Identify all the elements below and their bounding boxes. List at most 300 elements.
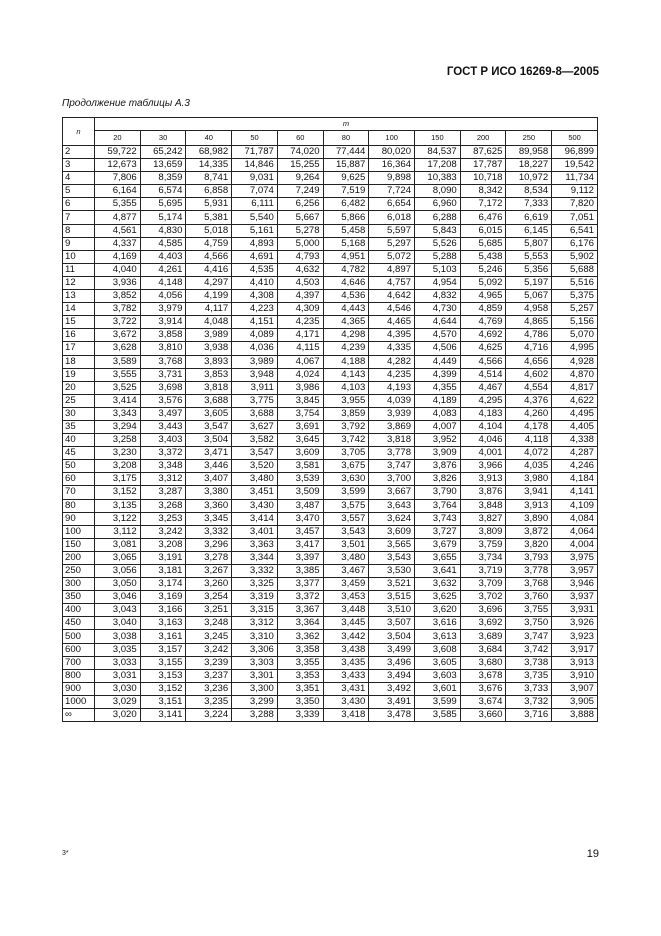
value-cell: 3,608 <box>415 643 461 656</box>
value-cell: 10,383 <box>415 172 461 185</box>
value-cell: 3,979 <box>140 303 186 316</box>
value-cell: 7,724 <box>369 185 415 198</box>
value-cell: 3,296 <box>186 538 232 551</box>
value-cell: 65,242 <box>140 146 186 159</box>
value-cell: 3,355 <box>277 656 323 669</box>
value-cell: 3,501 <box>323 538 369 551</box>
value-cell: 3,909 <box>415 447 461 460</box>
value-cell: 3,926 <box>552 617 598 630</box>
column-group-header: m <box>95 118 598 131</box>
row-label-cell: 14 <box>63 303 95 316</box>
value-cell: 3,303 <box>232 656 278 669</box>
value-cell: 3,157 <box>140 643 186 656</box>
value-cell: 3,986 <box>277 381 323 394</box>
table-row <box>63 669 598 682</box>
table-row <box>63 420 598 433</box>
value-cell: 3,430 <box>323 695 369 708</box>
value-cell: 9,112 <box>552 185 598 198</box>
row-header: n <box>63 118 95 146</box>
value-cell: 3,698 <box>140 381 186 394</box>
value-cell: 4,893 <box>232 237 278 250</box>
value-cell: 4,246 <box>552 460 598 473</box>
value-cell: 3,350 <box>277 695 323 708</box>
value-cell: 3,955 <box>323 394 369 407</box>
value-cell: 5,381 <box>186 211 232 224</box>
value-cell: 3,301 <box>232 669 278 682</box>
value-cell: 3,360 <box>186 499 232 512</box>
value-cell: 3,260 <box>186 578 232 591</box>
value-cell: 6,015 <box>460 224 506 237</box>
value-cell: 4,951 <box>323 250 369 263</box>
value-cell: 3,688 <box>232 407 278 420</box>
value-cell: 3,166 <box>140 604 186 617</box>
value-cell: 3,029 <box>95 695 141 708</box>
value-cell: 7,249 <box>277 185 323 198</box>
value-cell: 3,362 <box>277 630 323 643</box>
table-row <box>63 486 598 499</box>
value-cell: 6,256 <box>277 198 323 211</box>
value-cell: 4,443 <box>323 303 369 316</box>
value-cell: 3,407 <box>186 473 232 486</box>
value-cell: 4,261 <box>140 263 186 276</box>
value-cell: 4,109 <box>552 499 598 512</box>
value-cell: 13,659 <box>140 159 186 172</box>
value-cell: 3,372 <box>277 591 323 604</box>
value-cell: 4,692 <box>460 329 506 342</box>
row-label-cell: 8 <box>63 224 95 237</box>
value-cell: 4,566 <box>186 250 232 263</box>
value-cell: 3,300 <box>232 682 278 695</box>
data-table <box>62 117 598 722</box>
column-header: 50 <box>232 131 278 146</box>
value-cell: 4,103 <box>323 381 369 394</box>
value-cell: 4,040 <box>95 263 141 276</box>
value-cell: 3,818 <box>186 381 232 394</box>
value-cell: 5,458 <box>323 224 369 237</box>
value-cell: 4,535 <box>232 263 278 276</box>
value-cell: 4,046 <box>460 434 506 447</box>
value-cell: 6,164 <box>95 185 141 198</box>
value-cell: 3,339 <box>277 709 323 722</box>
value-cell: 3,414 <box>232 512 278 525</box>
value-cell: 3,445 <box>323 617 369 630</box>
table-row <box>63 263 598 276</box>
value-cell: 3,754 <box>277 407 323 420</box>
value-cell: 3,923 <box>552 630 598 643</box>
value-cell: 3,438 <box>323 643 369 656</box>
value-cell: 3,931 <box>552 604 598 617</box>
value-cell: 4,585 <box>140 237 186 250</box>
value-cell: 4,171 <box>277 329 323 342</box>
value-cell: 3,581 <box>277 460 323 473</box>
value-cell: 3,809 <box>460 525 506 538</box>
value-cell: 4,410 <box>232 276 278 289</box>
row-label-cell: 100 <box>63 525 95 538</box>
row-label-cell: 500 <box>63 630 95 643</box>
value-cell: 4,338 <box>552 434 598 447</box>
value-cell: 4,001 <box>460 447 506 460</box>
value-cell: 3,679 <box>415 538 461 551</box>
value-cell: 5,174 <box>140 211 186 224</box>
value-cell: 3,056 <box>95 565 141 578</box>
table-row <box>63 276 598 289</box>
value-cell: 4,554 <box>506 381 552 394</box>
value-cell: 3,230 <box>95 447 141 460</box>
value-cell: 3,169 <box>140 591 186 604</box>
value-cell: 4,309 <box>277 303 323 316</box>
value-cell: 3,952 <box>415 434 461 447</box>
value-cell: 3,660 <box>460 709 506 722</box>
value-cell: 4,039 <box>369 394 415 407</box>
value-cell: 3,655 <box>415 551 461 564</box>
value-cell: 5,866 <box>323 211 369 224</box>
value-cell: 3,161 <box>140 630 186 643</box>
value-cell: 3,782 <box>95 303 141 316</box>
value-cell: 3,859 <box>323 407 369 420</box>
row-label-cell: 35 <box>63 420 95 433</box>
table-row <box>63 394 598 407</box>
value-cell: 3,625 <box>415 591 461 604</box>
value-cell: 4,007 <box>415 420 461 433</box>
value-cell: 4,691 <box>232 250 278 263</box>
value-cell: 3,917 <box>552 643 598 656</box>
value-cell: 3,810 <box>140 342 186 355</box>
value-cell: 5,288 <box>415 250 461 263</box>
page-number: 19 <box>586 848 599 860</box>
row-label-cell: 15 <box>63 316 95 329</box>
row-label-cell: 250 <box>63 565 95 578</box>
value-cell: 10,718 <box>460 172 506 185</box>
row-label-cell: 300 <box>63 578 95 591</box>
table-body <box>63 146 598 722</box>
value-cell: 3,315 <box>232 604 278 617</box>
value-cell: 3,632 <box>415 578 461 591</box>
value-cell: 3,237 <box>186 669 232 682</box>
value-cell: 3,609 <box>277 447 323 460</box>
value-cell: 4,178 <box>506 420 552 433</box>
value-cell: 3,494 <box>369 669 415 682</box>
value-cell: 3,747 <box>506 630 552 643</box>
value-cell: 4,104 <box>460 420 506 433</box>
table-row <box>63 342 598 355</box>
value-cell: 4,632 <box>277 263 323 276</box>
value-cell: 4,193 <box>369 381 415 394</box>
value-cell: 3,504 <box>186 434 232 447</box>
value-cell: 6,654 <box>369 198 415 211</box>
table-row <box>63 512 598 525</box>
table-row <box>63 316 598 329</box>
table-row <box>63 250 598 263</box>
value-cell: 3,938 <box>186 342 232 355</box>
table-row <box>63 591 598 604</box>
table-row <box>63 185 598 198</box>
value-cell: 3,442 <box>323 630 369 643</box>
row-label-cell: 2 <box>63 146 95 159</box>
value-cell: 5,103 <box>415 263 461 276</box>
value-cell: 4,830 <box>140 224 186 237</box>
row-label-cell: 450 <box>63 617 95 630</box>
value-cell: 3,910 <box>552 669 598 682</box>
value-cell: 3,543 <box>369 551 415 564</box>
value-cell: 7,074 <box>232 185 278 198</box>
value-cell: 3,628 <box>95 342 141 355</box>
value-cell: 3,565 <box>369 538 415 551</box>
value-cell: 3,267 <box>186 565 232 578</box>
value-cell: 5,843 <box>415 224 461 237</box>
value-cell: 3,543 <box>323 525 369 538</box>
value-cell: 3,467 <box>323 565 369 578</box>
value-cell: 3,040 <box>95 617 141 630</box>
value-cell: 8,359 <box>140 172 186 185</box>
value-cell: 4,642 <box>369 290 415 303</box>
table-row <box>63 290 598 303</box>
value-cell: 4,859 <box>460 303 506 316</box>
value-cell: 5,161 <box>232 224 278 237</box>
value-cell: 3,957 <box>552 565 598 578</box>
value-cell: 3,911 <box>232 381 278 394</box>
value-cell: 4,365 <box>323 316 369 329</box>
value-cell: 3,793 <box>506 551 552 564</box>
value-cell: 4,877 <box>95 211 141 224</box>
value-cell: 15,887 <box>323 159 369 172</box>
value-cell: 5,018 <box>186 224 232 237</box>
value-cell: 4,965 <box>460 290 506 303</box>
value-cell: 3,676 <box>460 682 506 695</box>
value-cell: 8,534 <box>506 185 552 198</box>
table-row <box>63 499 598 512</box>
value-cell: 3,734 <box>460 551 506 564</box>
value-cell: 3,332 <box>232 565 278 578</box>
column-header: 150 <box>415 131 461 146</box>
value-cell: 3,674 <box>460 695 506 708</box>
column-header: 60 <box>277 131 323 146</box>
value-cell: 3,547 <box>186 420 232 433</box>
value-cell: 3,853 <box>186 368 232 381</box>
value-cell: 7,172 <box>460 198 506 211</box>
table-row <box>63 368 598 381</box>
value-cell: 4,546 <box>369 303 415 316</box>
value-cell: 5,156 <box>552 316 598 329</box>
value-cell: 3,603 <box>415 669 461 682</box>
value-cell: 3,319 <box>232 591 278 604</box>
value-cell: 3,430 <box>232 499 278 512</box>
value-cell: 3,248 <box>186 617 232 630</box>
value-cell: 3,480 <box>232 473 278 486</box>
row-label-cell: 700 <box>63 656 95 669</box>
value-cell: 8,090 <box>415 185 461 198</box>
value-cell: 3,630 <box>323 473 369 486</box>
value-cell: 4,757 <box>369 276 415 289</box>
value-cell: 10,972 <box>506 172 552 185</box>
value-cell: 3,163 <box>140 617 186 630</box>
value-cell: 3,152 <box>140 682 186 695</box>
value-cell: 3,520 <box>232 460 278 473</box>
value-cell: 3,492 <box>369 682 415 695</box>
value-cell: 5,597 <box>369 224 415 237</box>
table-row <box>63 198 598 211</box>
value-cell: 3,530 <box>369 565 415 578</box>
value-cell: 5,438 <box>460 250 506 263</box>
value-cell: 3,487 <box>277 499 323 512</box>
value-cell: 3,363 <box>232 538 278 551</box>
row-label-cell: 11 <box>63 263 95 276</box>
value-cell: 18,227 <box>506 159 552 172</box>
column-header: 100 <box>369 131 415 146</box>
value-cell: 80,020 <box>369 146 415 159</box>
value-cell: 3,242 <box>140 525 186 538</box>
value-cell: 4,782 <box>323 263 369 276</box>
value-cell: 7,806 <box>95 172 141 185</box>
value-cell: 5,667 <box>277 211 323 224</box>
table-caption: Продолжение таблицы А.3 <box>62 98 190 109</box>
value-cell: 3,700 <box>369 473 415 486</box>
value-cell: 4,405 <box>552 420 598 433</box>
value-cell: 3,913 <box>552 656 598 669</box>
value-cell: 3,599 <box>415 695 461 708</box>
value-cell: 5,067 <box>506 290 552 303</box>
value-cell: 4,115 <box>277 342 323 355</box>
value-cell: 3,876 <box>460 486 506 499</box>
value-cell: 4,067 <box>277 355 323 368</box>
value-cell: 3,478 <box>369 709 415 722</box>
value-cell: 3,605 <box>415 656 461 669</box>
value-cell: 4,169 <box>95 250 141 263</box>
value-cell: 3,152 <box>95 486 141 499</box>
value-cell: 4,260 <box>506 407 552 420</box>
value-cell: 3,989 <box>232 355 278 368</box>
value-cell: 3,459 <box>323 578 369 591</box>
value-cell: 4,870 <box>552 368 598 381</box>
value-cell: 3,747 <box>369 460 415 473</box>
value-cell: 3,443 <box>140 420 186 433</box>
value-cell: 3,135 <box>95 499 141 512</box>
row-label-cell: 18 <box>63 355 95 368</box>
value-cell: 4,566 <box>460 355 506 368</box>
value-cell: 3,358 <box>277 643 323 656</box>
value-cell: 9,625 <box>323 172 369 185</box>
value-cell: 3,852 <box>95 290 141 303</box>
value-cell: 4,355 <box>415 381 461 394</box>
value-cell: 4,295 <box>460 394 506 407</box>
value-cell: 4,118 <box>506 434 552 447</box>
value-cell: 3,605 <box>186 407 232 420</box>
value-cell: 3,848 <box>460 499 506 512</box>
value-cell: 3,050 <box>95 578 141 591</box>
value-cell: 5,197 <box>506 276 552 289</box>
table-row <box>63 604 598 617</box>
value-cell: 3,667 <box>369 486 415 499</box>
value-cell: 3,254 <box>186 591 232 604</box>
value-cell: 6,145 <box>506 224 552 237</box>
value-cell: 4,622 <box>552 394 598 407</box>
value-cell: 3,448 <box>323 604 369 617</box>
value-cell: 6,018 <box>369 211 415 224</box>
value-cell: 4,072 <box>506 447 552 460</box>
value-cell: 4,495 <box>552 407 598 420</box>
value-cell: 5,355 <box>95 198 141 211</box>
value-cell: 3,065 <box>95 551 141 564</box>
value-cell: 3,471 <box>186 447 232 460</box>
row-label-cell: 200 <box>63 551 95 564</box>
value-cell: 9,898 <box>369 172 415 185</box>
value-cell: 3,043 <box>95 604 141 617</box>
value-cell: 3,403 <box>140 434 186 447</box>
value-cell: 7,519 <box>323 185 369 198</box>
value-cell: 4,646 <box>323 276 369 289</box>
value-cell: 3,893 <box>186 355 232 368</box>
row-label-cell: 19 <box>63 368 95 381</box>
value-cell: 5,516 <box>552 276 598 289</box>
value-cell: 3,380 <box>186 486 232 499</box>
table-row <box>63 630 598 643</box>
value-cell: 3,750 <box>506 617 552 630</box>
value-cell: 4,143 <box>323 368 369 381</box>
row-label-cell: 4 <box>63 172 95 185</box>
table-row <box>63 538 598 551</box>
value-cell: 3,709 <box>460 578 506 591</box>
value-cell: 3,980 <box>506 473 552 486</box>
value-cell: 3,112 <box>95 525 141 538</box>
value-cell: 3,609 <box>369 525 415 538</box>
value-cell: 4,148 <box>140 276 186 289</box>
value-cell: 5,168 <box>323 237 369 250</box>
value-cell: 6,574 <box>140 185 186 198</box>
value-cell: 4,786 <box>506 329 552 342</box>
row-label-cell: 10 <box>63 250 95 263</box>
value-cell: 3,294 <box>95 420 141 433</box>
value-cell: 4,397 <box>277 290 323 303</box>
value-cell: 3,418 <box>323 709 369 722</box>
row-label-cell: 90 <box>63 512 95 525</box>
value-cell: 3,547 <box>232 447 278 460</box>
value-cell: 3,497 <box>140 407 186 420</box>
row-label-cell: 20 <box>63 381 95 394</box>
value-cell: 4,561 <box>95 224 141 237</box>
value-cell: 4,337 <box>95 237 141 250</box>
row-label-cell: 800 <box>63 669 95 682</box>
value-cell: 3,525 <box>95 381 141 394</box>
value-cell: 74,020 <box>277 146 323 159</box>
value-cell: 3,576 <box>140 394 186 407</box>
value-cell: 6,858 <box>186 185 232 198</box>
value-cell: 4,656 <box>506 355 552 368</box>
value-cell: 3,507 <box>369 617 415 630</box>
value-cell: 87,625 <box>460 146 506 159</box>
table-row <box>63 329 598 342</box>
value-cell: 4,625 <box>460 342 506 355</box>
value-cell: 4,403 <box>140 250 186 263</box>
row-label-cell: 7 <box>63 211 95 224</box>
value-cell: 3,845 <box>277 394 323 407</box>
value-cell: 84,537 <box>415 146 461 159</box>
table-row <box>63 224 598 237</box>
value-cell: 4,089 <box>232 329 278 342</box>
value-cell: 4,506 <box>415 342 461 355</box>
value-cell: 4,449 <box>415 355 461 368</box>
table-row <box>63 551 598 564</box>
table-row <box>63 159 598 172</box>
value-cell: 3,155 <box>140 656 186 669</box>
value-cell: 3,905 <box>552 695 598 708</box>
document-header: ГОСТ Р ИСО 16269-8—2005 <box>446 66 599 78</box>
column-header: 200 <box>460 131 506 146</box>
value-cell: 4,465 <box>369 316 415 329</box>
value-cell: 3,353 <box>277 669 323 682</box>
value-cell: 4,004 <box>552 538 598 551</box>
value-cell: 3,278 <box>186 551 232 564</box>
value-cell: 5,297 <box>369 237 415 250</box>
value-cell: 3,343 <box>95 407 141 420</box>
